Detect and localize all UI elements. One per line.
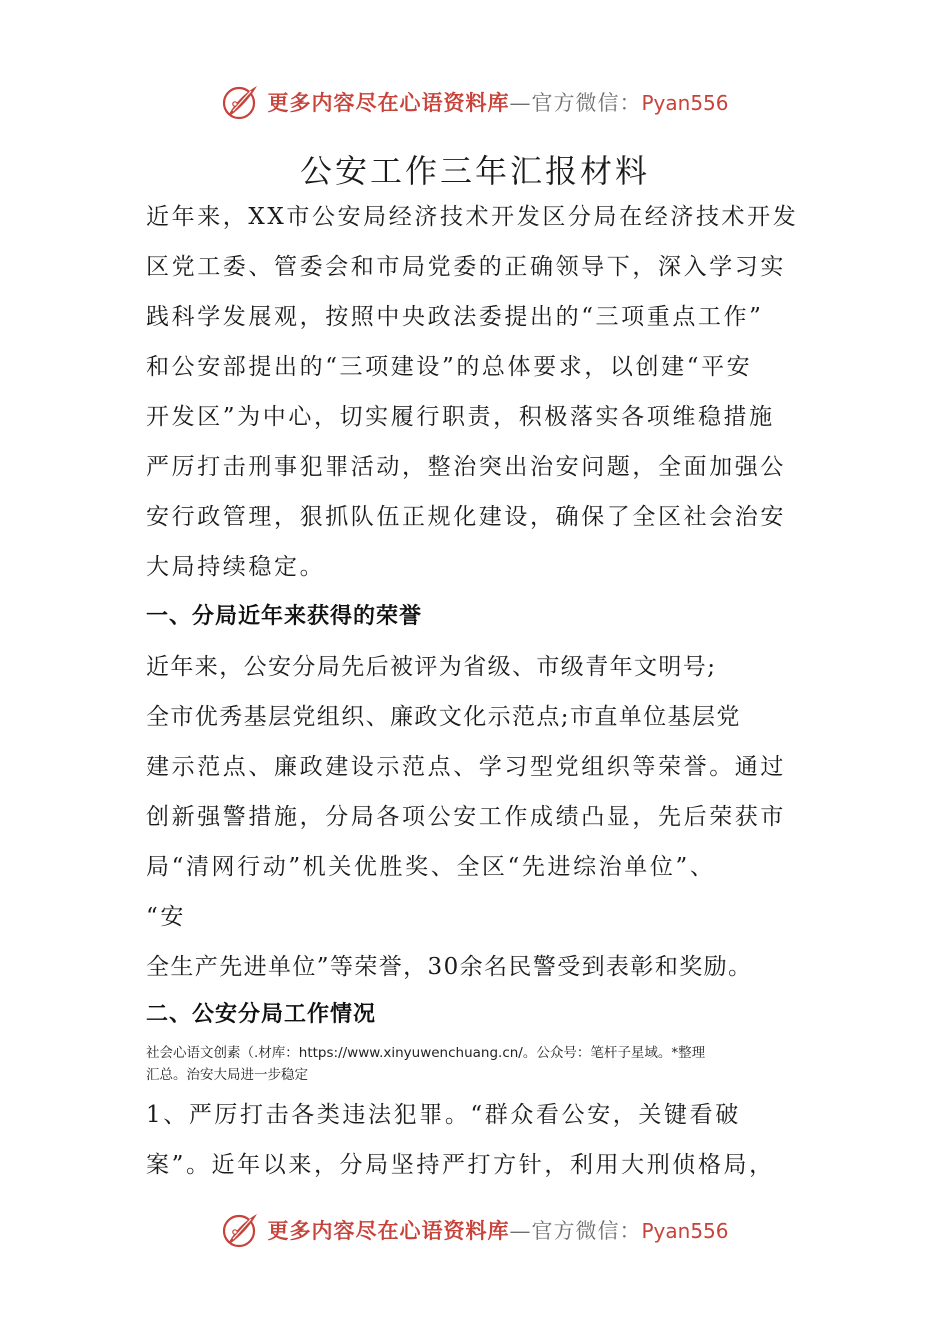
intro-line: 开发区”为中心，切实履行职责，积极落实各项维稳措施	[146, 404, 775, 430]
intro-line: 区党工委、管委会和市局党委的正确领导下，深入学习实	[146, 254, 786, 280]
intro-line: 严厉打击刑事犯罪活动，整治突出治安问题，全面加强公	[146, 454, 786, 480]
quill-logo-icon	[221, 1210, 261, 1250]
intro-line: 近年来，XX市公安局经济技术开发区分局在经济技术开发	[146, 204, 799, 230]
banner-main-text: 更多内容尽在心语资料库	[267, 1218, 510, 1243]
intro-line: 大局持续稳定。	[146, 554, 326, 580]
source-note-line: 社会心语文创素（.材库：https://www.xinyuwenchuang.cn/。公众号：笔杆子星域。*整理	[146, 1045, 706, 1061]
banner-main-text: 更多内容尽在心语资料库	[267, 90, 510, 115]
header-banner	[0, 80, 950, 124]
intro-line: 安行政管理，狠抓队伍正规化建设，确保了全区社会治安	[146, 504, 786, 530]
section1-line: 全市优秀基层党组织、廉政文化示范点;市直单位基层党	[146, 704, 741, 730]
banner-wechat-label: 官方微信：	[531, 1219, 642, 1243]
footer-banner-text	[267, 1215, 728, 1245]
section1-line: 全生产先进单位”等荣誉，30余名民警受到表彰和奖励。	[146, 954, 753, 980]
document-title: 公安工作三年汇报材料	[299, 152, 650, 190]
section1-line: 建示范点、廉政建设示范点、学习型党组织等荣誉。通过	[146, 754, 786, 780]
source-note-line: 汇总。治安大局进一步稳定	[146, 1067, 308, 1083]
banner-wechat-label: 官方微信：	[531, 91, 642, 115]
section-heading-work: 二、公安分局工作情况	[146, 1002, 377, 1027]
section-heading-honors: 一、分局近年来获得的荣誉	[146, 604, 423, 629]
section2-line: 1、严厉打击各类违法犯罪。“群众看公安，关键看破	[146, 1102, 741, 1128]
section1-line: 近年来，公安分局先后被评为省级、市级青年文明号;	[146, 654, 717, 680]
section1-line: 局“清网行动”机关优胜奖、全区“先进综治单位”、	[146, 854, 716, 880]
quill-logo-icon	[221, 82, 261, 122]
banner-separator: —	[509, 91, 532, 115]
intro-line: 和公安部提出的“三项建设”的总体要求，以创建“平安	[146, 354, 753, 380]
header-banner-text	[267, 87, 728, 117]
section1-line: “安	[146, 904, 186, 930]
banner-separator: —	[509, 1219, 532, 1243]
footer-banner	[0, 1208, 950, 1252]
banner-wechat-id: Pyan556	[641, 1219, 729, 1243]
section1-line: 创新强警措施，分局各项公安工作成绩凸显，先后荣获市	[146, 804, 786, 830]
banner-wechat-id: Pyan556	[641, 91, 729, 115]
section2-line: 案”。近年以来，分局坚持严打方针，利用大刑侦格局，	[146, 1152, 775, 1178]
intro-line: 践科学发展观，按照中央政法委提出的“三项重点工作”	[146, 304, 764, 330]
